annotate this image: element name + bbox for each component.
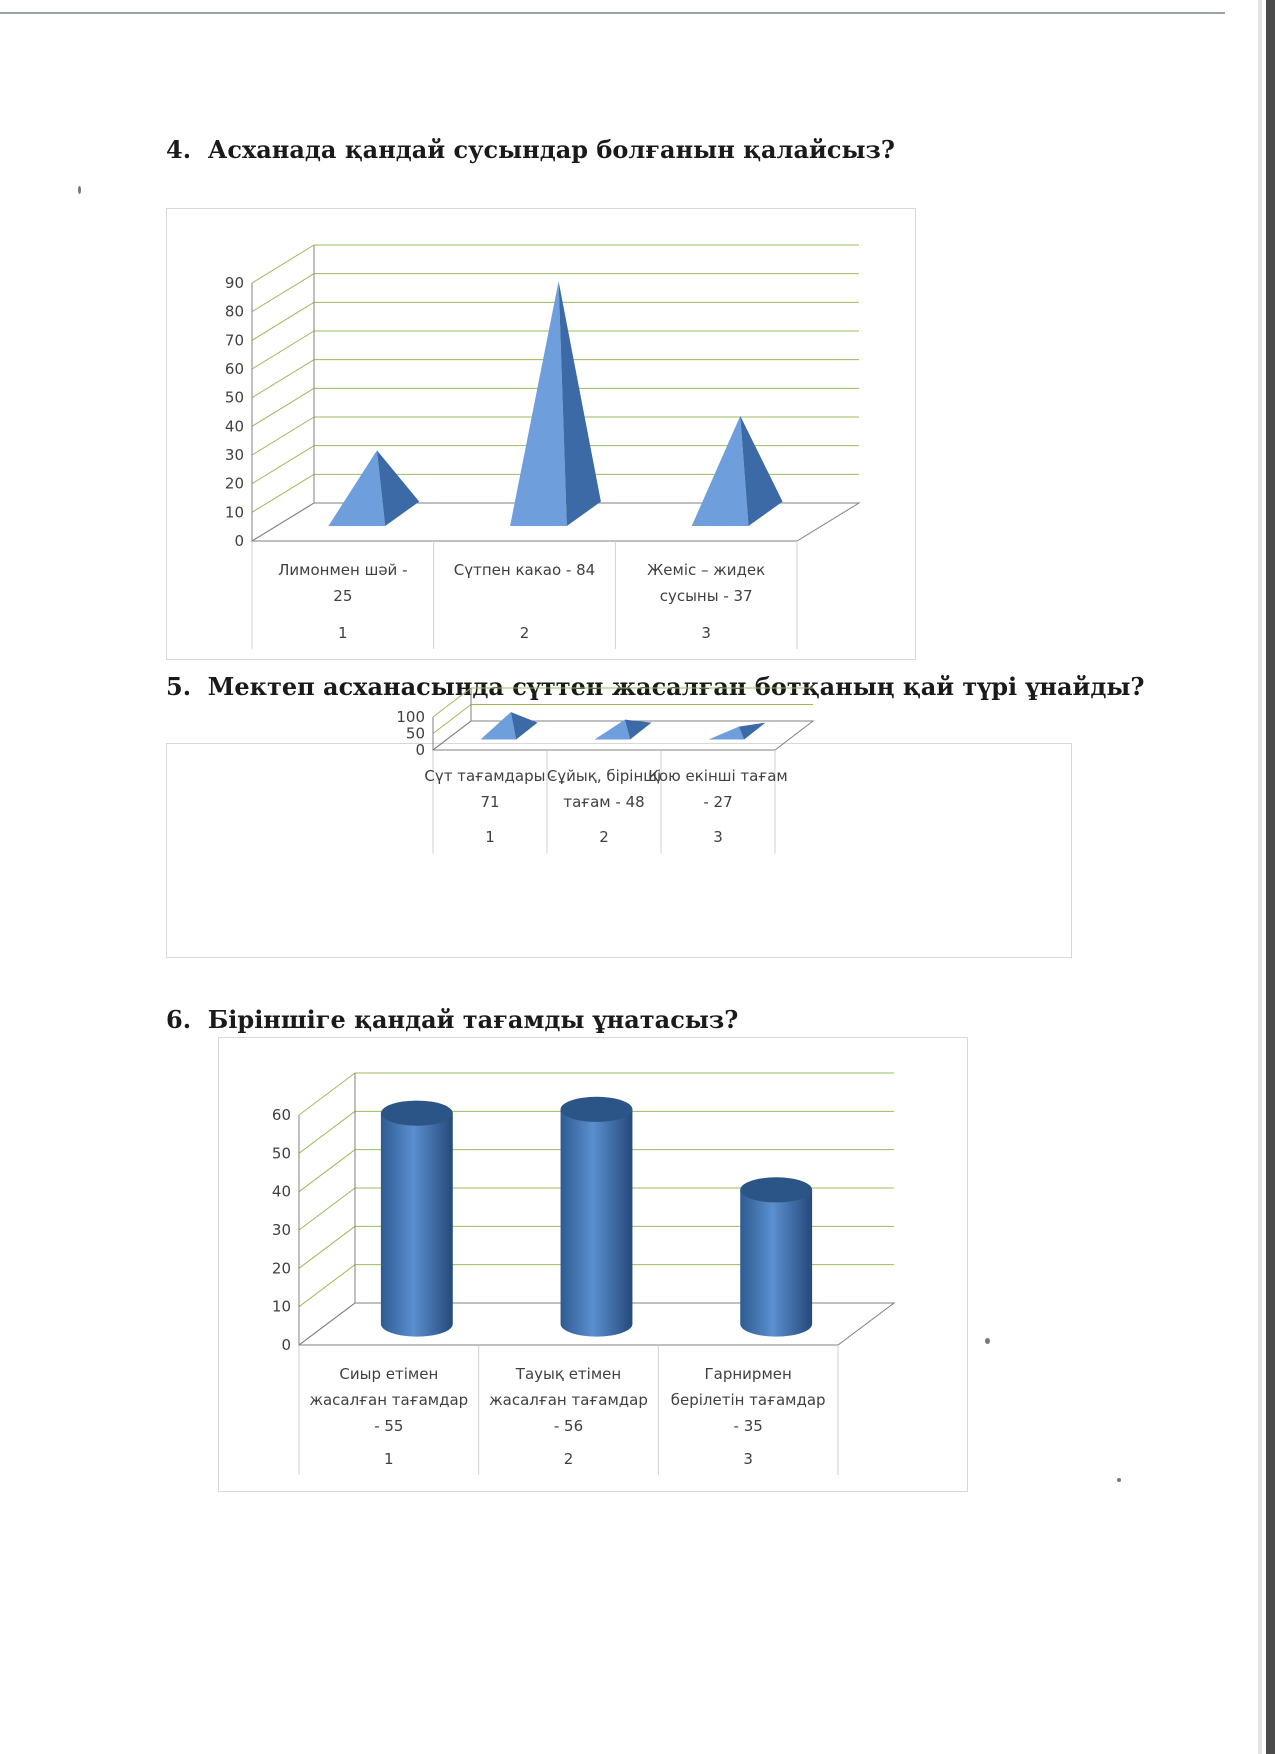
category-label: тағам - 48	[563, 793, 645, 811]
bar-cylinder-top	[561, 1097, 633, 1122]
gridline-side	[252, 245, 314, 283]
chart-first-course-svg	[219, 1038, 967, 1491]
gridline-side	[299, 1188, 355, 1230]
gridline-side	[299, 1226, 355, 1268]
chart-drinks-svg	[167, 209, 915, 659]
chart-first-course	[218, 1037, 968, 1492]
bar-pyramid-face	[481, 712, 517, 739]
gridline-side	[252, 274, 314, 312]
question-text: Асханада қандай сусындар болғанын қалайсыз?	[207, 135, 895, 164]
question-6-heading	[166, 1005, 738, 1034]
y-tick-label: 40	[271, 1182, 291, 1201]
y-tick-label: 30	[271, 1221, 291, 1239]
y-tick-label: 100	[396, 708, 425, 726]
gridline-side	[299, 1073, 355, 1115]
y-tick-label: 0	[281, 1336, 291, 1354]
y-tick-label: 20	[224, 474, 244, 493]
scan-speck	[1117, 1478, 1121, 1482]
bar-cylinder-body	[381, 1113, 453, 1336]
y-tick-label: 50	[224, 388, 244, 407]
y-tick-label: 90	[224, 274, 244, 292]
question-text: Мектеп асханасында сүттен жасалған ботқаның қай түрі ұнайды?	[207, 672, 1145, 701]
bar-cylinder-top	[381, 1101, 453, 1126]
category-label: Гарнирмен	[704, 1365, 792, 1383]
question-5-heading	[166, 672, 1144, 701]
y-tick-label: 20	[271, 1259, 291, 1278]
category-index: 2	[519, 624, 530, 642]
category-label: берілетін тағамдар	[670, 1391, 826, 1409]
category-label: - 55	[374, 1417, 404, 1435]
category-label: Сиыр етімен	[339, 1365, 439, 1383]
category-label: жасалған тағамдар	[309, 1391, 469, 1409]
y-tick-label: 50	[271, 1144, 291, 1163]
bar-pyramid-face	[709, 727, 745, 740]
bar-pyramid-face	[595, 720, 631, 740]
y-tick-label: 80	[224, 302, 244, 321]
gridline-side	[252, 417, 314, 455]
y-tick-label: 40	[224, 417, 244, 436]
category-index: 3	[701, 624, 711, 642]
chart-porridge	[166, 708, 1072, 958]
category-index: 3	[713, 828, 723, 846]
category-label: 25	[333, 587, 353, 605]
category-label: Сүт тағамдары -	[424, 767, 556, 785]
y-tick-label: 0	[234, 532, 244, 550]
bar-cylinder-body	[740, 1190, 812, 1337]
bar-cylinder-top	[740, 1177, 812, 1202]
category-index: 2	[563, 1450, 574, 1468]
top-rule	[0, 12, 1225, 14]
gridline-side	[252, 446, 314, 484]
category-label: сусыны - 37	[659, 587, 753, 605]
scan-edge	[1266, 0, 1275, 1754]
category-label: - 27	[703, 793, 733, 811]
gridline-side	[252, 331, 314, 369]
y-tick-label: 70	[224, 331, 244, 350]
y-tick-label: 50	[405, 724, 425, 743]
category-index: 1	[485, 828, 495, 846]
gridline-side	[252, 360, 314, 398]
category-index: 3	[743, 1450, 753, 1468]
category-label: 71	[480, 793, 500, 811]
category-label: - 56	[553, 1417, 584, 1435]
category-label: Жеміс – жидек	[647, 561, 766, 579]
question-number: 4.	[166, 135, 192, 164]
gridline-side	[252, 302, 314, 340]
question-number: 5.	[166, 672, 192, 701]
y-tick-label: 10	[271, 1297, 291, 1316]
category-label: - 35	[733, 1417, 763, 1435]
y-tick-label: 60	[271, 1106, 291, 1124]
scan-speck	[78, 186, 81, 194]
chart-porridge-svg	[167, 708, 1071, 957]
category-label: жасалған тағамдар	[489, 1391, 648, 1409]
y-tick-label: 30	[224, 446, 244, 464]
gridline-side	[252, 388, 314, 426]
gridline-side	[299, 1150, 355, 1192]
category-label: Сүтпен какао - 84	[453, 561, 596, 579]
gridline-side	[299, 1265, 355, 1307]
category-label: Лимонмен шәй -	[278, 561, 408, 579]
y-tick-label: 10	[224, 503, 244, 522]
gridline-side	[299, 1111, 355, 1153]
category-index: 2	[599, 828, 609, 846]
category-label: Сұйық, бірінші	[546, 767, 662, 785]
category-label: Қою екінші тағам	[648, 767, 788, 785]
question-number: 6.	[166, 1005, 192, 1034]
bar-pyramid-face	[692, 416, 749, 526]
question-text: Біріншіге қандай тағамды ұнатасыз?	[207, 1005, 739, 1034]
gridline-side	[433, 705, 471, 734]
question-4-heading	[166, 135, 895, 164]
y-tick-label: 60	[224, 360, 244, 378]
category-label: Тауық етімен	[515, 1365, 622, 1383]
category-index: 1	[384, 1450, 394, 1468]
scan-edge-light	[1258, 0, 1262, 1754]
bar-cylinder-body	[561, 1109, 633, 1336]
category-index: 1	[338, 624, 348, 642]
bar-pyramid-face	[510, 281, 567, 526]
bar-pyramid-face	[328, 450, 385, 526]
gridline-side	[252, 474, 314, 512]
chart-drinks	[166, 208, 916, 660]
y-tick-label: 0	[415, 741, 425, 759]
scan-speck	[985, 1338, 990, 1344]
